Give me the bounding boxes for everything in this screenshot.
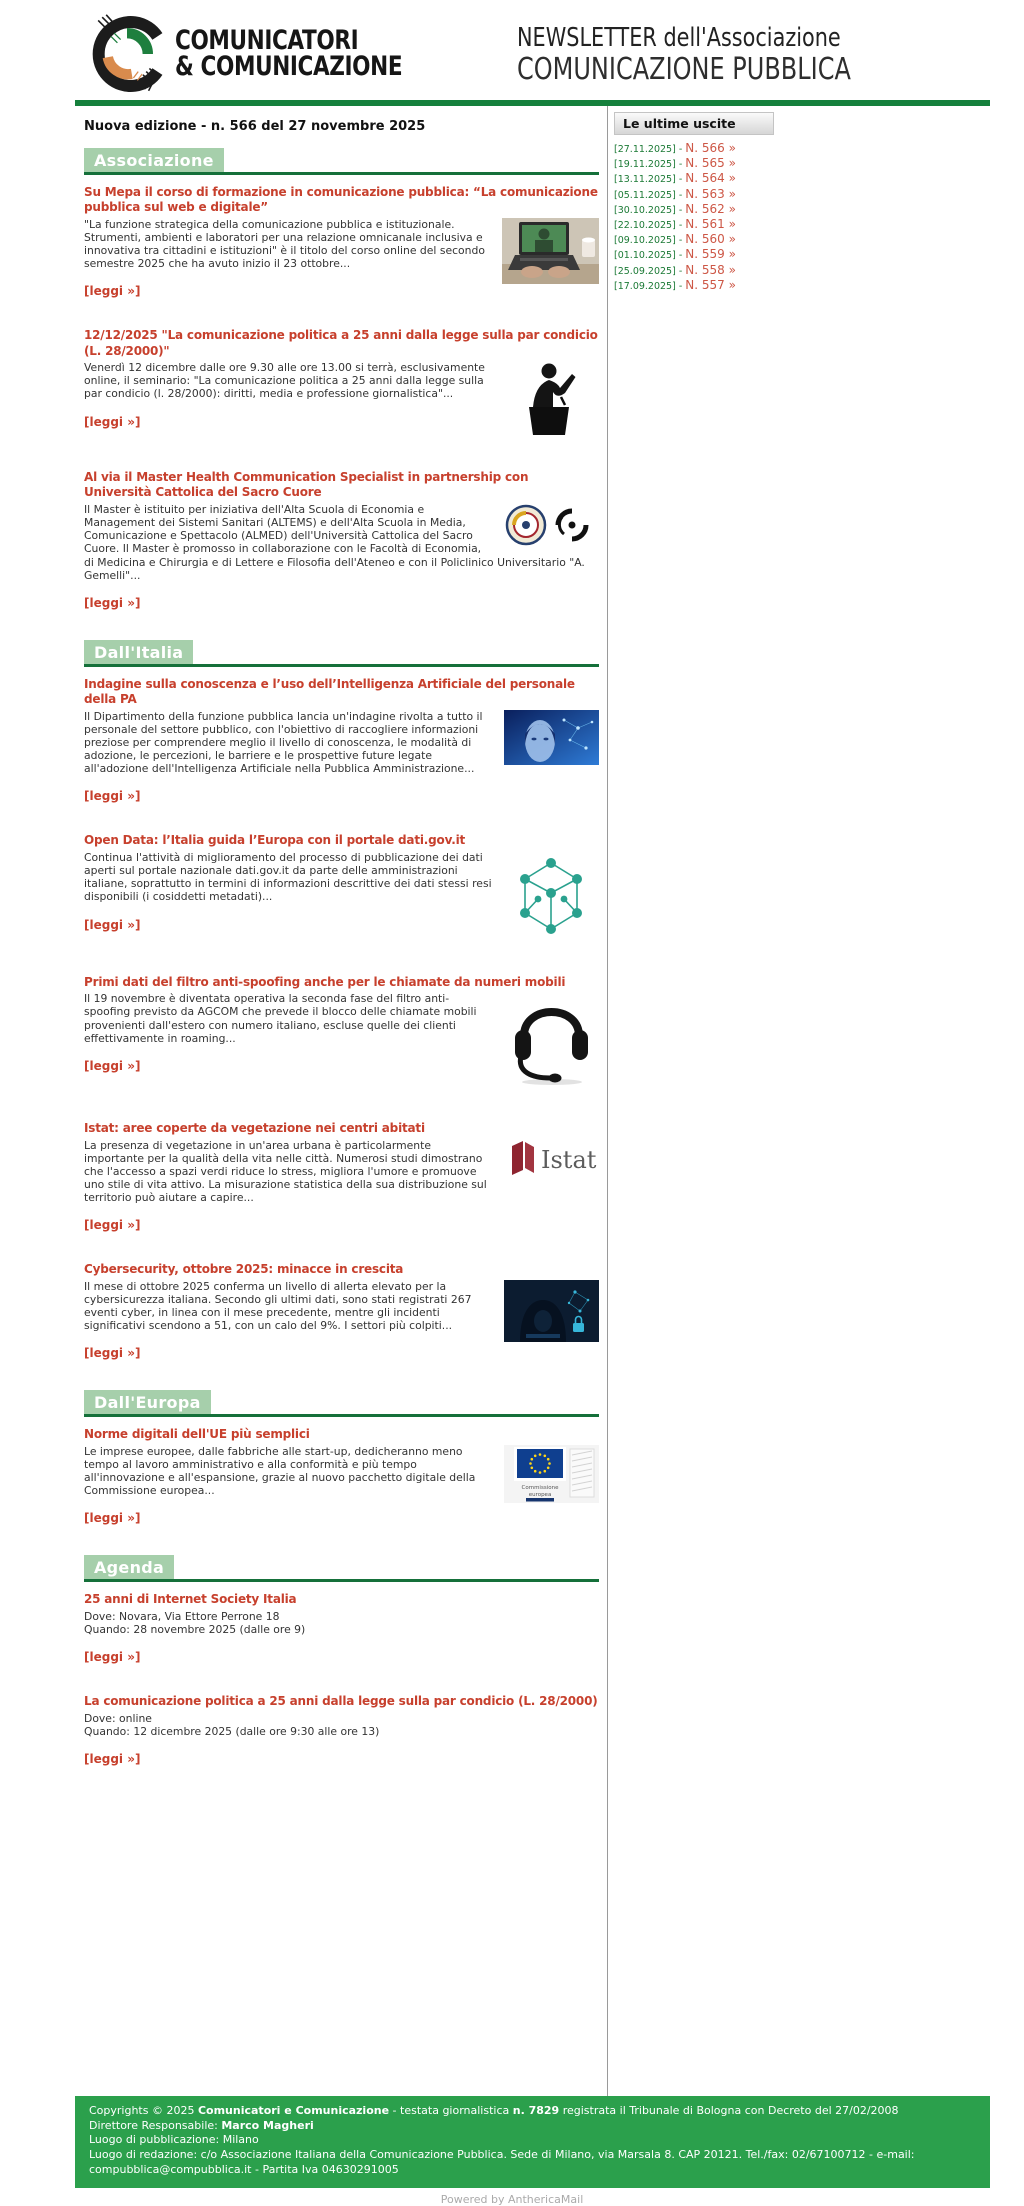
section-header-dall-europa bbox=[84, 1390, 599, 1417]
article-title[interactable]: Su Mepa il corso di formazione in comunicazione pubblica: “La comunicazione pubblica sul web e digitale” bbox=[84, 185, 598, 215]
article-title[interactable]: 25 anni di Internet Society Italia bbox=[84, 1592, 297, 1607]
read-more-link[interactable]: [leggi »] bbox=[84, 414, 141, 429]
section-label: Dall'Italia bbox=[84, 640, 193, 664]
main-content bbox=[75, 106, 607, 2096]
masthead-line1: NEWSLETTER dell'Associazione bbox=[516, 22, 841, 53]
logo-line1: COMUNICATORI bbox=[175, 24, 359, 56]
footer-line: Luogo di pubblicazione: Milano bbox=[89, 2133, 259, 2147]
article-body: La presenza di vegetazione in un'area urbana è particolarmente importante per la qualità della vita nelle città. Numerosi studi dimostrano che l'accesso a spazi verdi riduce lo stress, migliora l'umore e promuove uno stile di vita attivo. La misurazione statistica della sua distribuzione sul territorio può aiutare a capire... bbox=[84, 1138, 487, 1205]
article-body: Il Dipartimento della funzione pubblica lancia un'indagine rivolta a tutto il personale del settore pubblico, con l'obiettivo di raccogliere informazioni preziose per comprendere meglio il livello di conoscenza, le modalità di adozione, le percezioni, le barriere e le prospettive future legate all'adozione dell'Intelligenza Artificiale nella Pubblica Amministrazione... bbox=[84, 709, 483, 776]
article-body: "La funzione strategica della comunicazione pubblica e istituzionale. Strumenti, ambienti e laboratori per una relazione omnicanale inclusiva e innovativa tra cittadini e istituzioni" è il titolo del corso online del secondo semestre 2025 che ha avuto inizio il 23 ottobre... bbox=[84, 217, 485, 271]
issue-number: N. 566 » bbox=[685, 141, 736, 155]
section-label: Associazione bbox=[84, 148, 224, 172]
article-title[interactable]: Primi dati del filtro anti-spoofing anche per le chiamate da numeri mobili bbox=[84, 974, 566, 989]
article-body: Venerdì 12 dicembre dalle ore 9.30 alle ore 13.00 si terrà, esclusivamente online, il seminario: "La comunicazione politica a 25 anni dalla legge sulla par condicio (l. 28/2000): diritti, media e professione giornalistica"... bbox=[84, 361, 485, 401]
issue-item bbox=[614, 278, 990, 293]
edition-title: Nuova edizione - n. 566 del 27 novembre 2025 bbox=[84, 119, 426, 134]
article bbox=[84, 185, 599, 298]
logo-line2: & COMUNICAZIONE bbox=[175, 51, 403, 82]
issue-link[interactable] bbox=[614, 274, 736, 293]
issue-number: N. 560 » bbox=[685, 232, 736, 247]
section-header-agenda bbox=[84, 1555, 599, 1582]
article-title[interactable]: Indagine sulla conoscenza e l’uso dell’Intelligenza Artificiale del personale della PA bbox=[84, 676, 575, 707]
read-more-link[interactable]: [leggi »] bbox=[84, 1751, 141, 1766]
header bbox=[75, 10, 990, 98]
latest-issues-list bbox=[614, 141, 990, 293]
issue-date: [25.09.2025] - bbox=[614, 265, 686, 277]
issue-number: N. 563 » bbox=[685, 186, 736, 201]
read-more-link[interactable]: [leggi »] bbox=[84, 284, 141, 299]
article-detail-line: Quando: 28 novembre 2025 (dalle ore 9) bbox=[84, 1623, 306, 1637]
article bbox=[84, 328, 599, 440]
read-more-link[interactable]: [leggi »] bbox=[84, 1058, 141, 1073]
masthead-line2: COMUNICAZIONE PUBBLICA bbox=[516, 51, 851, 87]
article-detail-line: Dove: Novara, Via Ettore Perrone 18 bbox=[84, 1609, 280, 1623]
latest-issues-title: Le ultime uscite bbox=[614, 112, 774, 135]
article-body: Le imprese europee, dalle fabbriche alle start-up, dedicheranno meno tempo al lavoro amministrativo e alla conformità e più tempo all'innovazione e all'espansione, grazie al nuovo pacchetto digitale della Commissione europea... bbox=[84, 1444, 476, 1498]
article-detail-line: Quando: 12 dicembre 2025 (dalle ore 9:30 alle ore 13) bbox=[84, 1724, 380, 1738]
article bbox=[84, 1262, 599, 1360]
footer-line: Luogo di redazione: c/o Associazione Italiana della Comunicazione Pubblica. Sede di Milano, via Marsala 8. CAP 20121. Tel./fax: 02/67100712 - e-mail: compubblica@compubblica.it - Partita Iva 04630291005 bbox=[89, 2148, 915, 2176]
section-label: Agenda bbox=[84, 1555, 174, 1579]
istat-logo-image bbox=[504, 1139, 599, 1179]
laptop-videocall-image bbox=[502, 218, 599, 284]
article bbox=[84, 677, 599, 804]
section-header-dall-italia bbox=[84, 640, 599, 667]
article bbox=[84, 1427, 599, 1525]
footer-line: Direttore Responsabile: Marco Magheri bbox=[89, 2118, 314, 2132]
article-title[interactable]: Norme digitali dell'UE più semplici bbox=[84, 1427, 310, 1442]
eu-commission-image bbox=[504, 1445, 599, 1503]
logo-wordmark bbox=[175, 24, 403, 82]
article-title[interactable]: Cybersecurity, ottobre 2025: minacce in crescita bbox=[84, 1262, 404, 1277]
article bbox=[84, 1121, 599, 1232]
article-title[interactable]: Al via il Master Health Communication Specialist in partnership con Università Cattolica del Sacro Cuore bbox=[84, 470, 529, 500]
read-more-link[interactable]: [leggi »] bbox=[84, 1511, 141, 1526]
logo bbox=[87, 12, 459, 96]
read-more-link[interactable]: [leggi »] bbox=[84, 917, 141, 932]
issue-number: N. 565 » bbox=[685, 156, 736, 171]
spacer bbox=[84, 1796, 599, 2096]
university-logos-image bbox=[504, 503, 599, 547]
article-body: Continua l'attività di miglioramento del processo di pubblicazione dei dati aperti sul portale nazionale dati.gov.it da parte delle amministrazioni italiane, soprattutto in termini di informazioni descrittive dei dati stessi resi disponibili (i cosiddetti metadati)... bbox=[84, 850, 492, 904]
section-label: Dall'Europa bbox=[84, 1390, 211, 1414]
issue-date: [17.09.2025] - bbox=[614, 280, 686, 292]
article-body bbox=[84, 1712, 599, 1738]
issue-number: N. 561 » bbox=[685, 217, 736, 232]
article-body: Il 19 novembre è diventata operativa la seconda fase del filtro anti-spoofing previsto da AGCOM che prevede il blocco delle chiamate mobili provenienti dall'estero con numero italiano, escluse quelle dei clienti effettivamente in roaming... bbox=[84, 992, 477, 1045]
association-logo-icon bbox=[87, 12, 167, 96]
newsletter-page bbox=[75, 0, 990, 2188]
section-header-associazione bbox=[84, 148, 599, 175]
svg-text:Istat: Istat bbox=[541, 1145, 597, 1174]
article-body bbox=[84, 1610, 599, 1636]
ai-face-image bbox=[504, 710, 599, 765]
read-more-link[interactable]: [leggi »] bbox=[84, 789, 141, 804]
issue-date: [13.11.2025] - bbox=[614, 174, 686, 186]
read-more-link[interactable]: [leggi »] bbox=[84, 1346, 141, 1361]
article bbox=[84, 833, 599, 944]
issue-date: [09.10.2025] - bbox=[614, 235, 686, 247]
speaker-silhouette-image bbox=[515, 361, 581, 436]
article-title[interactable]: Open Data: l’Italia guida l’Europa con il portale dati.gov.it bbox=[84, 833, 466, 848]
newsletter-masthead bbox=[517, 24, 934, 87]
read-more-link[interactable]: [leggi »] bbox=[84, 1218, 141, 1233]
article-title[interactable]: Istat: aree coperte da vegetazione nei centri abitati bbox=[84, 1121, 425, 1136]
headset-image bbox=[504, 992, 599, 1087]
article-body: Il mese di ottobre 2025 conferma un livello di allerta elevato per la cybersicurezza italiana. Secondo gli ultimi dati, sono stati registrati 267 eventi cyber, in linea con il mese precedente, mentre gli incidenti significativi scendono a 51, con un calo del 9%. I settori più colpiti... bbox=[84, 1279, 472, 1333]
issue-date: [05.11.2025] - bbox=[614, 189, 686, 201]
powered-by: Powered by AnthericaMail bbox=[440, 2192, 584, 2206]
data-network-image bbox=[504, 851, 599, 941]
cyber-hacker-image bbox=[504, 1280, 599, 1342]
article-title[interactable]: La comunicazione politica a 25 anni dalla legge sulla par condicio (L. 28/2000) bbox=[84, 1694, 598, 1709]
article-title[interactable]: 12/12/2025 "La comunicazione politica a 25 anni dalla legge sulla par condicio (L. 28/2000)" bbox=[84, 328, 598, 358]
footer-line: Copyrights © 2025 Comunicatori e Comunicazione - testata giornalistica n. 7829 registrata il Tribunale di Bologna con Decreto del 27/02/2008 bbox=[89, 2103, 899, 2117]
sidebar bbox=[607, 106, 990, 2096]
article bbox=[84, 1592, 599, 1664]
issue-number: N. 564 » bbox=[685, 171, 736, 186]
footer bbox=[75, 2096, 990, 2188]
read-more-link[interactable]: [leggi »] bbox=[84, 1650, 141, 1665]
issue-date: [19.11.2025] - bbox=[614, 159, 686, 171]
issue-number: N. 558 » bbox=[685, 262, 736, 277]
read-more-link[interactable]: [leggi »] bbox=[84, 595, 141, 610]
article bbox=[84, 975, 599, 1091]
issue-date: [30.10.2025] - bbox=[614, 204, 686, 216]
issue-date: [22.10.2025] - bbox=[614, 220, 686, 232]
issue-number: N. 559 » bbox=[685, 247, 736, 262]
issue-number: N. 557 » bbox=[685, 277, 736, 292]
article-detail-line: Dove: online bbox=[84, 1711, 152, 1725]
article bbox=[84, 1694, 599, 1766]
issue-date: [27.11.2025] - bbox=[614, 144, 686, 155]
issue-number: N. 562 » bbox=[685, 201, 736, 216]
issue-date: [01.10.2025] - bbox=[614, 250, 686, 262]
svg-text:europea: europea bbox=[528, 1491, 552, 1498]
article bbox=[84, 470, 599, 610]
article-body: Il Master è istituito per iniziativa dell'Alta Scuola di Economia e Management dei Sistemi Sanitari (ALTEMS) e dell'Alta Scuola in Media, Comunicazione e Spettacolo (ALMED) dell'Università Cattolica del Sacro Cuore. Il Master è promosso in collaborazione con le Facoltà di Economia, di Medicina e Chirurgia e di Lettere e Filosofia dell'Ateneo e con il Policlinico Universitario "A. Gemelli"... bbox=[84, 502, 585, 582]
svg-text:Commissione: Commissione bbox=[521, 1484, 559, 1491]
